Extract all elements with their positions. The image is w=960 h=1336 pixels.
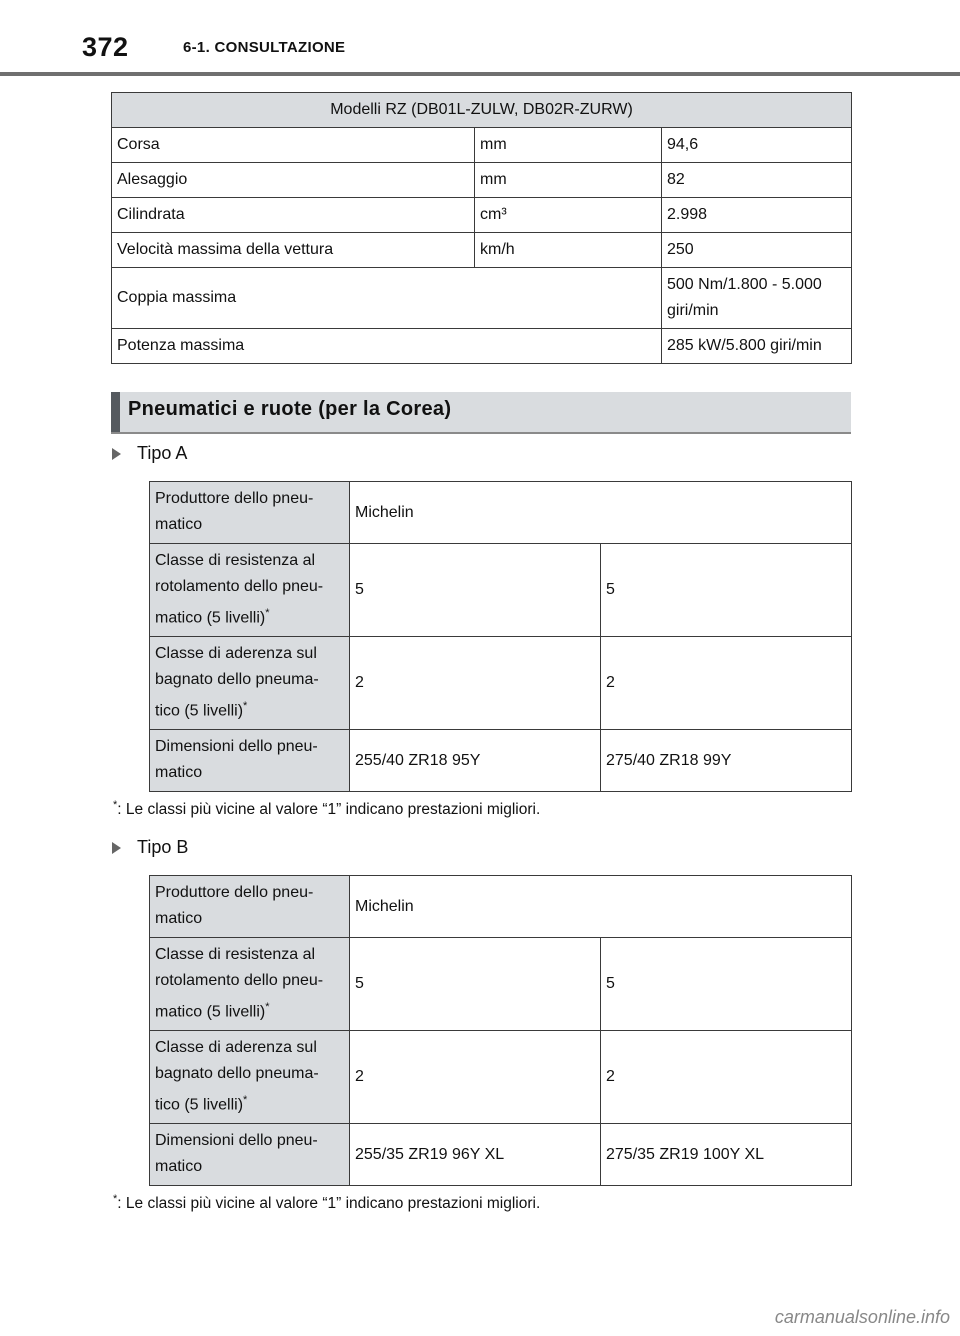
row-value: 2 [350,637,601,730]
table-row [150,482,852,544]
label-line: Classe di aderenza sul [155,1039,317,1056]
row-label: Corsa [112,128,475,163]
row-value-line: 500 Nm/1.800 - 5.000 [667,276,822,293]
row-unit: mm [475,163,662,198]
row-unit: mm [475,128,662,163]
label-text: tico (5 livelli) [155,702,244,720]
triangle-bullet-icon [112,448,121,460]
row-value [662,268,852,329]
table-row [112,198,852,233]
label-line [155,600,344,631]
label-text: matico (5 livelli) [155,609,266,627]
label-line: rotolamento dello pneu- [155,578,324,595]
label-line [155,994,344,1025]
row-value: 2 [350,1031,601,1124]
section-title: Pneumatici e ruote (per la Corea) [128,398,452,420]
label-line: matico [155,516,203,533]
header-rule [0,72,960,76]
subheading-tipo-b [112,837,188,858]
table-row [112,268,852,329]
row-value: 5 [350,938,601,1031]
label-line: matico [155,1158,203,1175]
row-value: 285 kW/5.800 giri/min [662,329,852,364]
footnote-mark: * [265,1001,270,1013]
row-value: 275/40 ZR18 99Y [601,730,852,792]
row-value: 250 [662,233,852,268]
row-value: 2 [601,1031,852,1124]
footnote [113,799,540,819]
engine-table-title: Modelli RZ (DB01L-ZULW, DB02R-ZURW) [112,93,852,128]
label-line: rotolamento dello pneu- [155,972,324,989]
row-value: 255/35 ZR19 96Y XL [350,1124,601,1186]
table-row [112,329,852,364]
table-row [150,637,852,730]
section-heading [111,392,851,434]
table-row [150,730,852,792]
footnote-mark: * [113,799,118,811]
row-value: Michelin [350,482,852,544]
label-line [155,1087,344,1118]
table-row [150,938,852,1031]
watermark: carmanualsonline.info [774,1307,950,1327]
page-header [0,0,960,78]
row-value: 5 [350,544,601,637]
table-row [150,544,852,637]
row-value: Michelin [350,876,852,938]
row-label [150,1124,350,1186]
label-line: Produttore dello pneu- [155,884,314,901]
table-row [112,233,852,268]
label-text: tico (5 livelli) [155,1096,244,1114]
subheading-label: Tipo A [137,443,188,463]
label-line: Classe di aderenza sul [155,645,317,662]
row-value: 2 [601,637,852,730]
label-line: Classe di resistenza al [155,552,316,569]
row-label: Potenza massima [112,329,662,364]
footnote-mark: * [265,607,270,619]
tire-table-tipo-a [149,481,852,792]
row-unit: km/h [475,233,662,268]
table-row [112,163,852,198]
label-line: matico [155,910,203,927]
table-row [150,1031,852,1124]
row-label [150,730,350,792]
row-label [150,544,350,637]
table-row [150,1124,852,1186]
label-line: Dimensioni dello pneu- [155,1132,318,1149]
row-label: Coppia massima [112,268,662,329]
triangle-bullet-icon [112,842,121,854]
row-label: Alesaggio [112,163,475,198]
row-label [150,637,350,730]
table-row [112,128,852,163]
row-value: 82 [662,163,852,198]
footnote-text: : Le classi più vicine al valore “1” indicano prestazioni migliori. [117,1195,541,1213]
row-value: 5 [601,938,852,1031]
page-number: 372 [82,32,129,62]
label-line: Produttore dello pneu- [155,490,314,507]
subheading-tipo-a [112,443,187,464]
row-value: 255/40 ZR18 95Y [350,730,601,792]
row-label: Velocità massima della vettura [112,233,475,268]
row-unit: cm³ [475,198,662,233]
row-label [150,876,350,938]
label-line [155,693,344,724]
footnote-mark: * [113,1193,118,1205]
row-label [150,1031,350,1124]
row-label [150,938,350,1031]
row-value: 2.998 [662,198,852,233]
footnote-text: : Le classi più vicine al valore “1” indicano prestazioni migliori. [117,801,541,819]
row-label: Cilindrata [112,198,475,233]
label-line: bagnato dello pneuma- [155,671,319,688]
label-text: matico (5 livelli) [155,1003,266,1021]
table-row [150,876,852,938]
row-value-line: giri/min [667,302,719,319]
table-header-row [112,93,852,128]
engine-spec-table [111,92,852,364]
tire-table-tipo-b [149,875,852,1186]
label-line: bagnato dello pneuma- [155,1065,319,1082]
label-line: Classe di resistenza al [155,946,316,963]
label-line: matico [155,764,203,781]
subheading-label: Tipo B [137,837,189,857]
row-label [150,482,350,544]
row-value: 275/35 ZR19 100Y XL [601,1124,852,1186]
row-value: 5 [601,544,852,637]
label-line: Dimensioni dello pneu- [155,738,318,755]
chapter-title: 6-1. CONSULTAZIONE [183,39,346,56]
footnote [113,1193,540,1213]
row-value: 94,6 [662,128,852,163]
section-bar [111,392,120,432]
footnote-mark: * [243,700,248,712]
footnote-mark: * [243,1094,248,1106]
